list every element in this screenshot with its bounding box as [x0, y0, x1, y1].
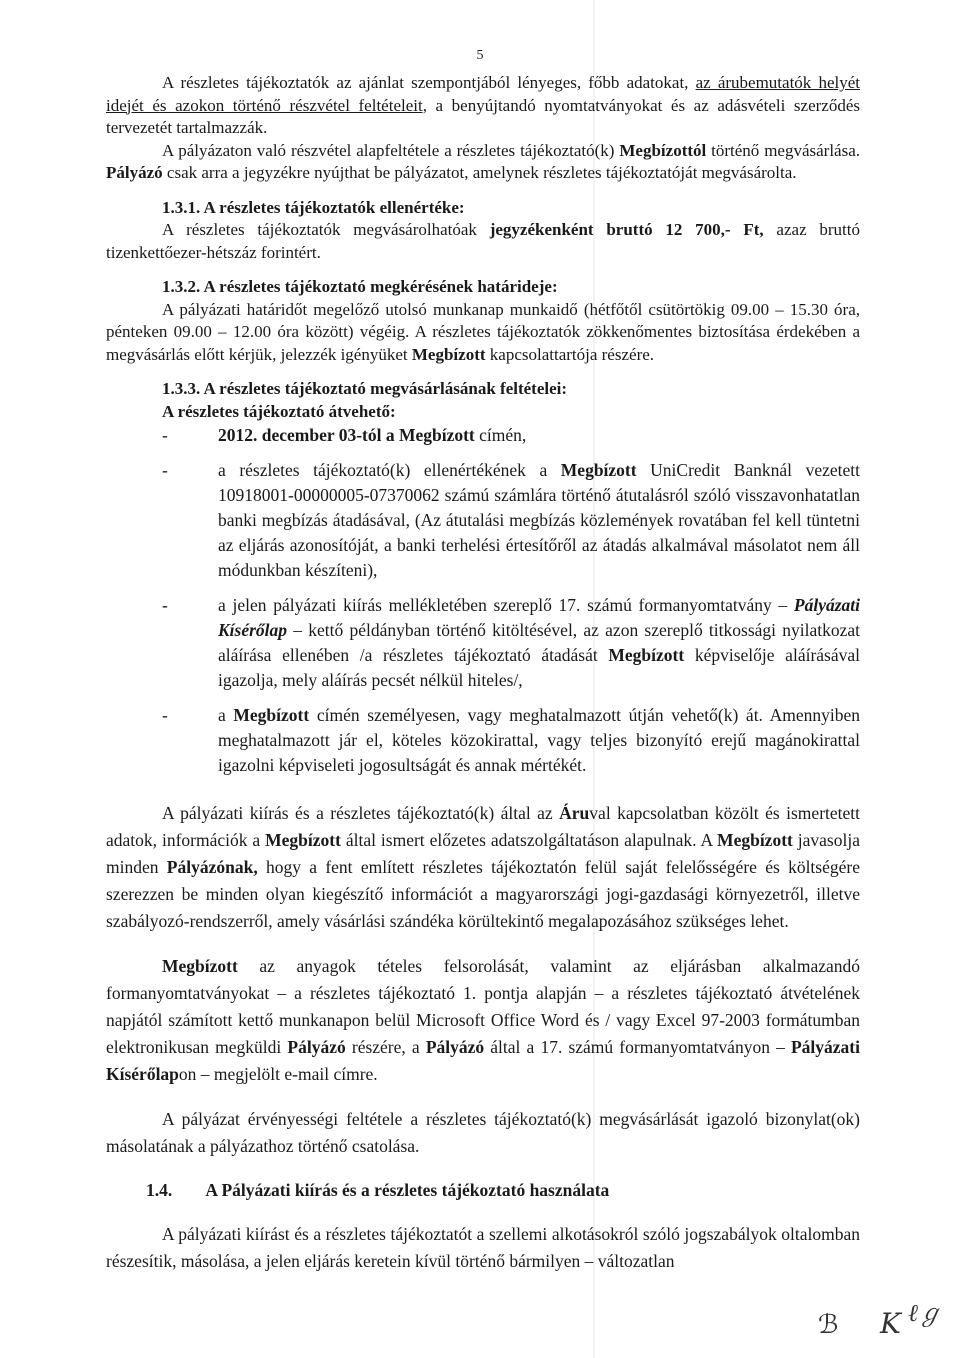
spacer	[106, 788, 860, 800]
paragraph-forms: Megbízott az anyagok tételes felsorolását, valamint az eljárásban alkalmazandó formanyomtatványokat – a részletes tájékoztató 1. pontja alapján – a részletes tájékoztató átvételének napjától számított kettő munkanapon belül Microsoft Office Word és / vagy Excel 97-2003 formátumban elektronikusan megküldi Pályázó részére, a Pályázó által a 17. számú formanyomtatványon – Pályázati Kísérőlapon – megjelölt e-mail címre.	[106, 956, 860, 1084]
heading-1-4: 1.4. A Pályázati kiírás és a részletes tájékoztató használata	[146, 1180, 610, 1200]
paragraph-price: A részletes tájékoztatók megvásárolhatóak jegyzékenként bruttó 12 700,- Ft, azaz bruttó tizenkettőezer-hétszáz forintért.	[106, 220, 860, 262]
subheading-pickup: A részletes tájékoztató átvehető:	[162, 401, 396, 421]
spacer	[106, 935, 860, 953]
spacer	[106, 1088, 860, 1106]
signature-initial-3: ℓℊ	[908, 1299, 942, 1327]
spacer	[106, 185, 860, 197]
spacer	[106, 366, 860, 378]
signature-initial-1: ℬ	[818, 1310, 839, 1340]
spacer	[106, 1160, 860, 1178]
spacer	[106, 1203, 860, 1221]
document-body	[106, 72, 860, 1275]
heading-1-3-3: 1.3.3. A részletes tájékoztató megvásárlásának feltételei:	[162, 379, 568, 398]
heading-1-3-2: 1.3.2. A részletes tájékoztató megkérésének határideje:	[162, 277, 558, 296]
paragraph-participation: A pályázaton való részvétel alapfeltétele a részletes tájékoztató(k) Megbízottól történő megvásárlása. Pályázó csak arra a jegyzékre nyújthat be pályázatot, amelynek részletes tájékoztatóját megvásárolta.	[106, 140, 861, 182]
list-item: - a jelen pályázati kiírás mellékletében szereplő 17. számú formanyomtatvány – Pályázati Kísérőlap – kettő példányban történő kitöltésével, az azon szereplő titkossági nyilatkozat aláírása ellenében /a részletes tájékoztató átadását Megbízott képviselője aláírásával igazolja, mely aláírás pecsét nélkül hiteles/,	[162, 593, 860, 693]
list-item: - a Megbízott címén személyesen, vagy meghatalmazott útján vehető(k) át. Amennyiben meghatalmazott jár el, köteles közokirattal, vagy teljes bizonyító erejű magánokirattal igazolni képviseleti jogosultságát és annak mértékét.	[162, 703, 860, 778]
paragraph-intro: A részletes tájékoztatók az ajánlat szempontjából lényeges, főbb adatokat, az árubemutatók helyét idejét és azokon történő részvétel feltételeit, a benyújtandó nyomtatványokat és az adásvételi szerződés tervezetét tartalmazzák.	[106, 73, 860, 137]
heading-1-3-1: 1.3.1. A részletes tájékoztatók ellenértéke:	[162, 197, 465, 217]
pickup-conditions-list	[106, 423, 860, 778]
page-number: 5	[476, 48, 484, 63]
list-item: - a részletes tájékoztató(k) ellenértékének a Megbízott UniCredit Banknál vezetett 10918001-00000005-07370062 számú számlára történő átutalásról szóló visszavonhatatlan banki megbízás átadásával, (Az átutalási megbízás közlemények rovatában fel kell tüntetni az eljárás azonosítóját, a banki terhelési értesítőről az átadás alkalmával másolatot nem áll módunkban készíteni),	[162, 458, 860, 583]
list-item: - 2012. december 03-tól a Megbízott címén,	[162, 423, 860, 448]
paragraph-disclaimer: A pályázati kiírás és a részletes tájékoztató(k) által az Áruval kapcsolatban közölt és ismertetett adatok, információk a Megbízott által ismert előzetes adatszolgáltatáson alapulnak. A Megbízott javasolja minden Pályázónak, hogy a fent említett részletes tájékoztatón felül saját felelősségére és költségére szerezzen be minden olyan kiegészítő információt a magyarországi jogi-gazdasági környezetről, illetve szabályozó-rendszerről, amely vásárlási szándéka körültekintő megalapozásához szükséges lehet.	[106, 803, 860, 931]
paragraph-validity: A pályázat érvényességi feltétele a részletes tájékoztató(k) megvásárlását igazoló bizonylat(ok) másolatának a pályázathoz történő csatolása.	[106, 1109, 860, 1156]
paragraph-deadline: A pályázati határidőt megelőző utolsó munkanap munkaidő (hétfőtől csütörtökig 09.00 – 15.30 óra, pénteken 09.00 – 12.00 óra között) végéig. A részletes tájékoztatók zökkenőmentes biztosítása érdekében a megvásárlás előtt kérjük, jelezzék igényüket Megbízott kapcsolattartója részére.	[106, 299, 860, 364]
paragraph-copyright: A pályázati kiírást és a részletes tájékoztatót a szellemi alkotásokról szóló jogszabályok oltalomban részesítik, másolása, a jelen eljárás keretein kívül történő bármilyen – változatlan	[106, 1224, 860, 1271]
spacer	[106, 264, 860, 276]
signature-initial-2: K	[880, 1307, 901, 1340]
